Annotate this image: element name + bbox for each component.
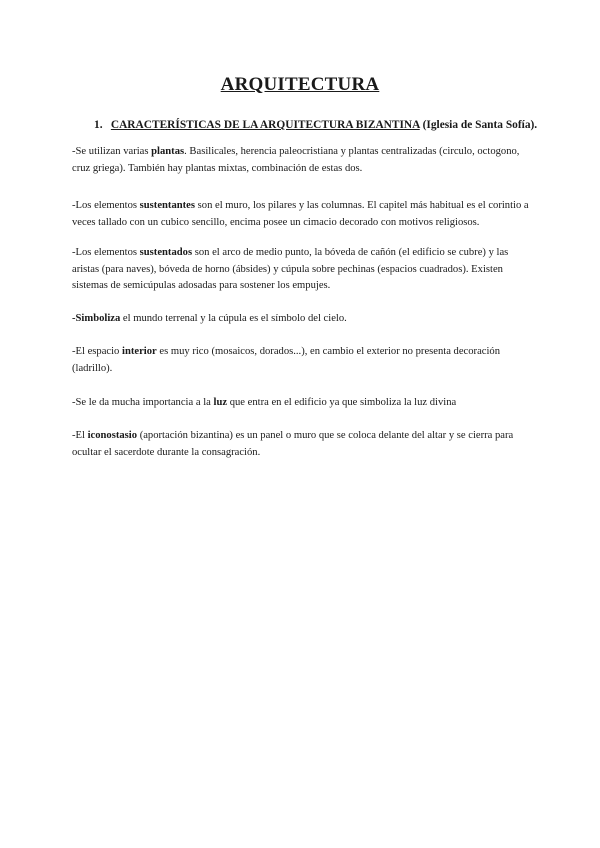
document-title: ARQUITECTURA <box>220 74 380 95</box>
paragraph-luz: -Se le da mucha importancia a la luz que entra en el edificio ya que simboliza la luz divina <box>72 397 457 408</box>
section-heading <box>94 119 537 131</box>
paragraph-sustentantes: -Los elementos sustentantes son el muro, los pilares y las columnas. El capitel más habitual es el corintio a veces tallado con un cubico sencillo, encima posee un cimacio decorado con motivos religiosos. <box>72 200 529 228</box>
keyword-sustentantes: sustentantes <box>139 200 195 211</box>
paragraph-plantas: -Se utilizan varias plantas. Basilicales, herencia paleocristiana y plantas centralizadas (circulo, octogono, cruz griega). También hay plantas mixtas, combinación de estas dos. <box>72 146 520 174</box>
keyword-luz: luz <box>213 397 228 408</box>
section-heading-text: CARACTERÍSTICAS DE LA ARQUITECTURA BIZANTINA <box>110 119 420 131</box>
paragraph-interior: -El espacio interior es muy rico (mosaicos, dorados...), en cambio el exterior no presenta decoración (ladrillo). <box>72 346 501 374</box>
keyword-interior: interior <box>122 346 157 357</box>
section-subheading: (Iglesia de Santa Sofía). <box>422 119 538 131</box>
section-number: 1. <box>94 119 103 131</box>
keyword-iconostasio: iconostasio <box>87 430 138 441</box>
keyword-simboliza: -Simboliza <box>72 313 121 324</box>
paragraph-simboliza: -Simboliza el mundo terrenal y la cúpula es el símbolo del cielo. <box>72 313 347 324</box>
keyword-sustentados: sustentados <box>139 247 193 258</box>
paragraph-sustentados: -Los elementos sustentados son el arco de medio punto, la bóveda de cañón (el edificio se cubre) y las aristas (para naves), bóveda de horno (ábsides) y cúpula sobre pechinas (espacios cuadrados). Existen sistemas de semicúpulas adosadas para sostener los empujes. <box>72 247 509 291</box>
paragraph-iconostasio: -El iconostasio (aportación bizantina) es un panel o muro que se coloca delante del altar y se cierra para ocultar el sacerdote durante la consagración. <box>72 430 514 458</box>
keyword-plantas: plantas <box>151 146 185 157</box>
